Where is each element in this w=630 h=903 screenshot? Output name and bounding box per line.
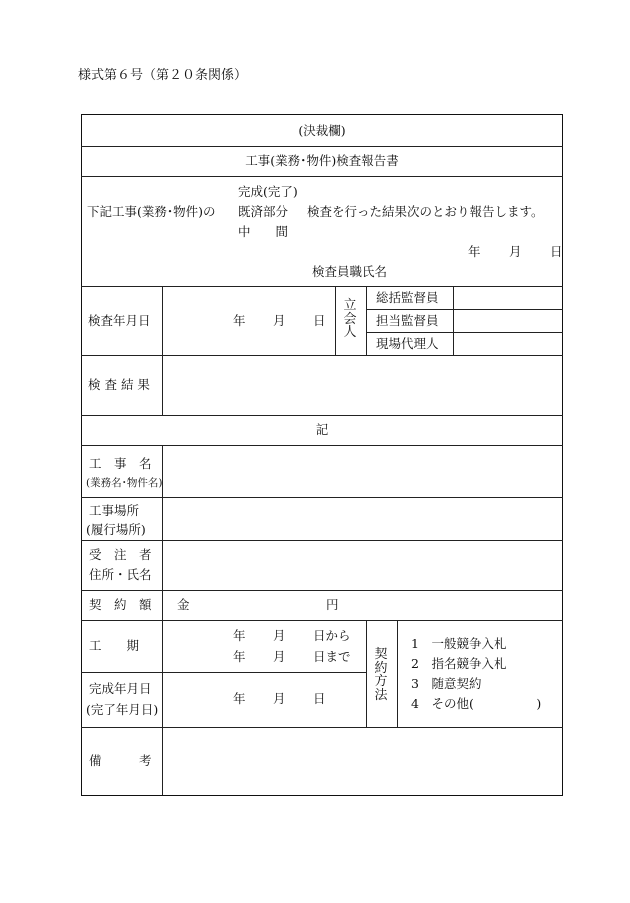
- row-divider: [81, 286, 563, 287]
- row-divider: [81, 497, 563, 498]
- column-divider: [453, 286, 454, 355]
- row-divider: [81, 727, 563, 728]
- report-prefix: 下記工事(業務･物件)の: [87, 204, 216, 219]
- approval-column-label: (決裁欄): [298, 123, 346, 138]
- row-divider: [81, 146, 563, 147]
- period-from-month: 月: [273, 628, 286, 643]
- column-divider: [162, 355, 163, 415]
- inspector-name-label: 検査員職氏名: [312, 264, 388, 279]
- row-divider: [366, 309, 563, 310]
- column-divider: [366, 620, 367, 727]
- column-divider: [335, 286, 336, 355]
- construction-period-label: 工 期: [89, 638, 140, 653]
- project-place-sublabel: (履行場所): [86, 522, 146, 537]
- contract-method-label: 契 約 方 法: [374, 647, 388, 703]
- completion-month: 月: [273, 691, 286, 706]
- remarks-label: 備 考: [89, 753, 152, 768]
- role-supervisor-in-charge: 担当監督員: [376, 313, 439, 328]
- completion-year: 年: [233, 691, 246, 706]
- project-name-label: 工 事 名: [89, 456, 152, 471]
- completion-date-label: 完成年月日: [89, 681, 152, 696]
- report-date-year: 年: [468, 244, 481, 259]
- method-negotiated-contract: 3 随意契約: [411, 676, 482, 691]
- period-to-month: 月: [273, 649, 286, 664]
- contractor-sublabel: 住所・氏名: [89, 567, 152, 582]
- row-divider: [81, 620, 563, 621]
- period-to-year: 年: [233, 649, 246, 664]
- period-from: 日から: [313, 628, 351, 643]
- role-general-supervisor: 総括監督員: [376, 290, 439, 305]
- report-date-day: 日: [550, 244, 563, 259]
- role-site-agent: 現場代理人: [376, 336, 439, 351]
- report-body: 検査を行った結果次のとおり報告します。: [307, 204, 544, 219]
- inspection-date-day: 日: [313, 313, 326, 328]
- row-divider: [81, 590, 563, 591]
- column-divider: [162, 286, 163, 355]
- method-designated-tender: 2 指名競争入札: [411, 656, 507, 671]
- row-divider: [81, 415, 563, 416]
- contract-amount-label: 契 約 額: [89, 597, 152, 612]
- amount-kin: 金: [177, 597, 190, 612]
- report-date-month: 月: [509, 244, 522, 259]
- row-divider: [366, 332, 563, 333]
- row-divider: [81, 672, 366, 673]
- amount-yen: 円: [326, 597, 339, 612]
- inspection-date-year: 年: [233, 313, 246, 328]
- document-title: 工事(業務･物件)検査報告書: [245, 153, 399, 168]
- witness-label: 立 会 人: [343, 298, 357, 341]
- report-option-interim: 中 間: [238, 224, 289, 239]
- method-general-tender: 1 一般競争入札: [411, 636, 507, 651]
- completion-date-sublabel: (完了年月日): [86, 702, 159, 717]
- period-from-year: 年: [233, 628, 246, 643]
- contractor-label: 受 注 者: [89, 547, 152, 562]
- inspection-date-month: 月: [273, 313, 286, 328]
- report-option-completion: 完成(完了): [238, 184, 298, 199]
- column-divider: [162, 445, 163, 795]
- inspection-date-label: 検査年月日: [88, 313, 151, 328]
- project-place-label: 工事場所: [89, 503, 140, 518]
- column-divider: [397, 620, 398, 727]
- period-to: 日まで: [313, 649, 351, 664]
- form-number-title: 様式第６号（第２０条関係）: [78, 68, 248, 83]
- row-divider: [81, 355, 563, 356]
- ki-label: 記: [315, 422, 329, 437]
- inspection-result-label: 検 査 結 果: [88, 377, 150, 392]
- project-name-sublabel: (業務名･物件名): [86, 477, 163, 489]
- row-divider: [81, 540, 563, 541]
- report-option-partial: 既済部分: [238, 204, 289, 219]
- completion-day: 日: [313, 691, 326, 706]
- column-divider: [366, 286, 367, 355]
- method-other: 4 その他( ): [411, 696, 542, 711]
- row-divider: [81, 445, 563, 446]
- row-divider: [81, 176, 563, 177]
